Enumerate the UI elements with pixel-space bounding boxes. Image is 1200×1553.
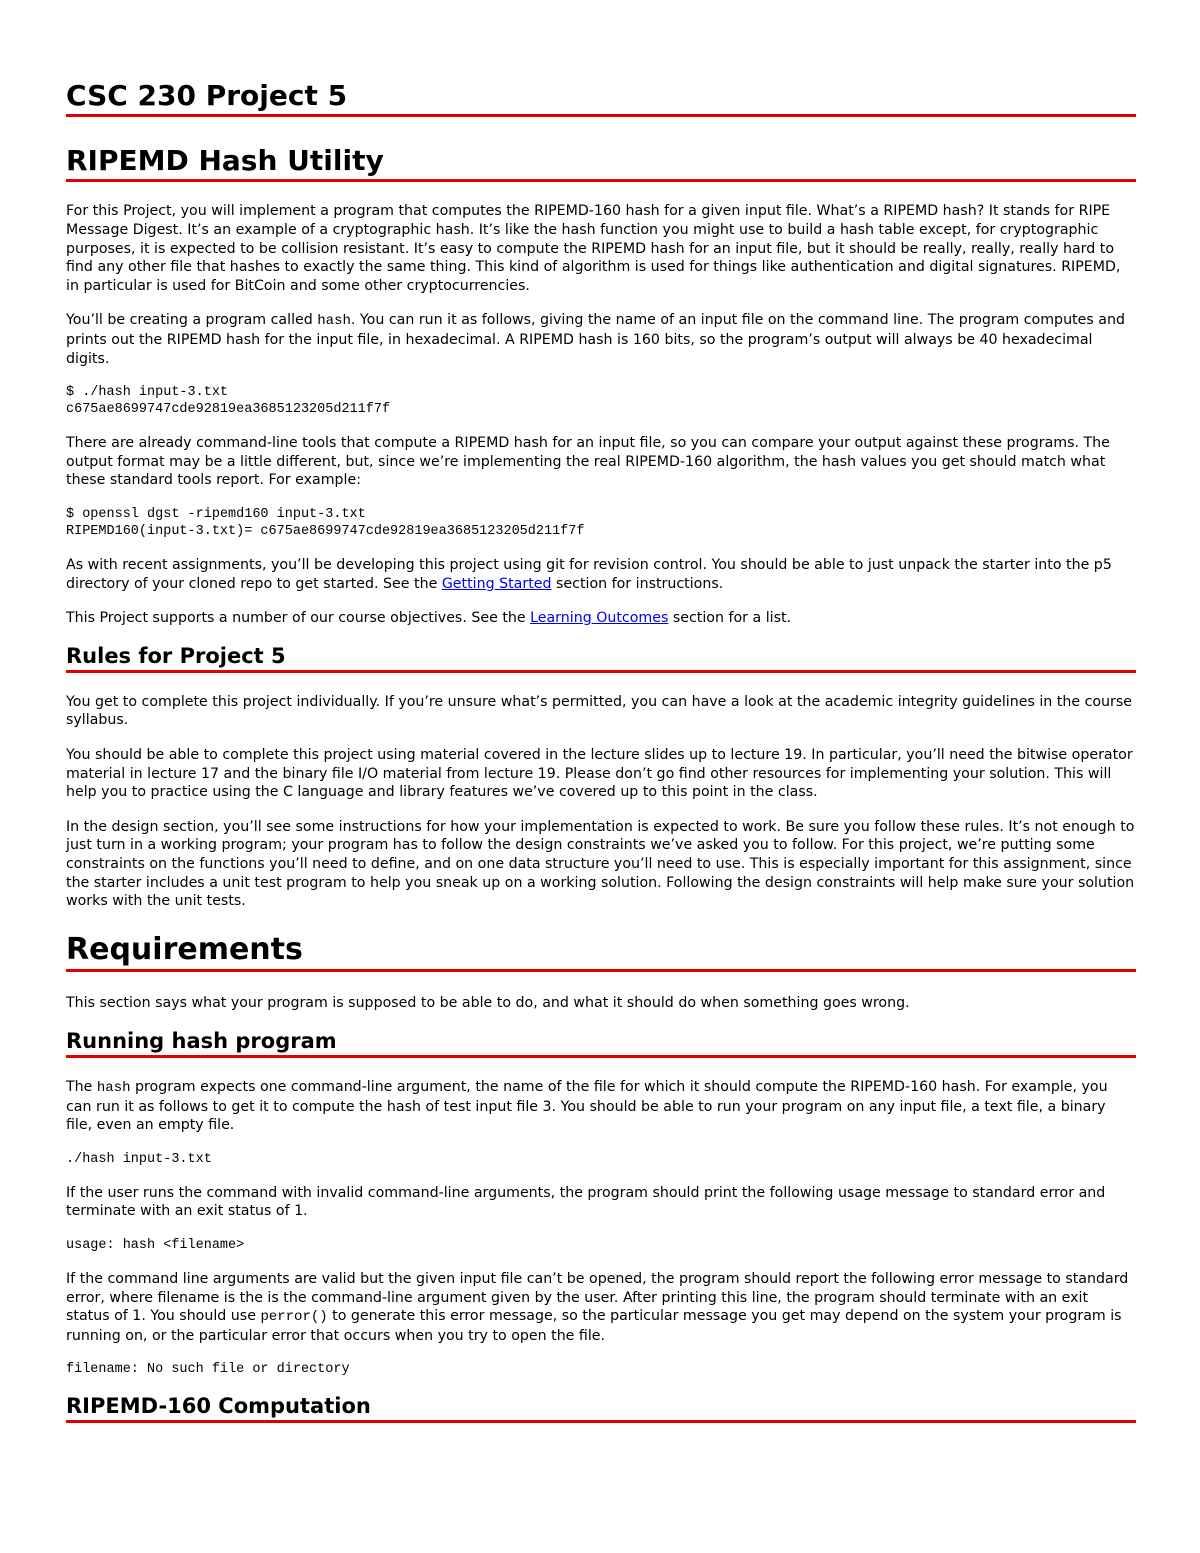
requirements-heading: Requirements: [66, 933, 1136, 973]
intro-paragraph-2: You’ll be creating a program called hash. You can run it as follows, giving the name of an input file on the command line. The program computes and prints out the RIPEMD hash for the input file, in hexadecimal. A RIPEMD hash is 160 bits, so the program’s output will always be 40 hexadecimal digits.: [66, 312, 1125, 367]
rules-paragraph-2: You should be able to complete this project using material covered in the lecture slides up to lecture 19. In particular, you’ll need the bitwise operator material in lecture 17 and the binary file I/O material from lecture 19. Please don’t go find other resources for implementing your solution. This will help you to practice using the C language and library features we’ve covered up to this point in the class.: [66, 747, 1133, 801]
running-heading: Running hash program: [66, 1029, 1136, 1058]
inline-code: perror(): [260, 1309, 328, 1326]
computation-heading: RIPEMD-160 Computation: [66, 1394, 1136, 1423]
rules-paragraph-1: You get to complete this project individually. If you’re unsure what’s permitted, you can have a look at the academic integrity guidelines in the course syllabus.: [66, 693, 1133, 729]
rules-heading: Rules for Project 5: [66, 644, 1136, 673]
requirements-paragraph: This section says what your program is supposed to be able to do, and what it should do when something goes wrong.: [66, 995, 910, 1012]
running-paragraph-3: If the command line arguments are valid but the given input file can’t be opened, the program should report the following error message to standard error, where filename is the is the command-line argument given by the user. After printing this line, the program should terminate with an exit status of 1. You should use perror() to generate this error message, so the particular message you get may depend on the system your program is running on, or the particular error that occurs when you try to open the file.: [66, 1270, 1129, 1344]
code-block-run: ./hash input-3.txt: [66, 1151, 212, 1167]
intro-paragraph-4: As with recent assignments, you’ll be developing this project using git for revision control. You should be able to just unpack the starter into the p5 directory of your cloned repo to get started. See the Getting Started section for instructions.: [66, 556, 1112, 592]
running-paragraph-2: If the user runs the command with invalid command-line arguments, the program should print the following usage message to standard error and terminate with an exit status of 1.: [66, 1184, 1106, 1220]
page-title: CSC 230 Project 5: [66, 80, 1136, 117]
code-block-hash-example: $ ./hash input-3.txt c675ae8699747cde92819ea3685123205d211f7f: [66, 385, 391, 418]
inline-code: hash: [96, 1080, 131, 1096]
rules-paragraph-3: In the design section, you’ll see some instructions for how your implementation is expected to work. Be sure you follow these rules. It’s not enough to just turn in a working program; your program has to follow the design constraints we’ve asked you to follow. For this project, we’re putting some constraints on the functions you’ll need to define, and on one data structure you’ll need to use. This is especially important for this assignment, since the starter includes a unit test program to help you sneak up on a working solution. Following the design constraints will help make sure your solution works with the unit tests.: [66, 818, 1135, 910]
intro-paragraph-1: For this Project, you will implement a program that computes the RIPEMD-160 hash for a given input file. What’s a RIPEMD hash? It stands for RIPE Message Digest. It’s an example of a cryptographic hash. It’s like the hash function you might use to build a hash table except, for cryptographic purposes, it is expected to be collision resistant. It’s easy to compute the RIPEMD hash for an input file, but it should be really, really, really hard to find any other file that hashes to exactly the same thing. This kind of algorithm is used for things like authentication and digital signatures. RIPEMD, in particular is used for BitCoin and some other cryptocurrencies.: [66, 203, 1121, 294]
code-block-openssl-example: $ openssl dgst -ripemd160 input-3.txt RIPEMD160(input-3.txt)= c675ae8699747cde92819ea3685123205d211f7f: [66, 506, 585, 539]
learning-outcomes-link[interactable]: Learning Outcomes: [530, 610, 669, 627]
getting-started-link[interactable]: Getting Started: [441, 575, 552, 592]
code-block-error: filename: No such file or directory: [66, 1362, 350, 1378]
intro-paragraph-5: This Project supports a number of our course objectives. See the Learning Outcomes section for a list.: [66, 610, 792, 627]
intro-paragraph-3: There are already command-line tools that compute a RIPEMD hash for an input file, so you can compare your output against these programs. The output format may be a little different, but, since we’re implementing the real RIPEMD-160 algorithm, the hash values you get should match what these standard tools report. For example:: [66, 435, 1110, 489]
project-subtitle: RIPEMD Hash Utility: [66, 145, 1136, 182]
running-paragraph-1: The hash program expects one command-line argument, the name of the file for which it should compute the RIPEMD-160 hash. For example, you can run it as follows to get it to compute the hash of test input file 3. You should be able to run your program on any input file, a text file, a binary file, even an empty file.: [66, 1079, 1108, 1134]
inline-code: hash: [317, 313, 351, 330]
code-block-usage: usage: hash <filename>: [66, 1237, 245, 1253]
